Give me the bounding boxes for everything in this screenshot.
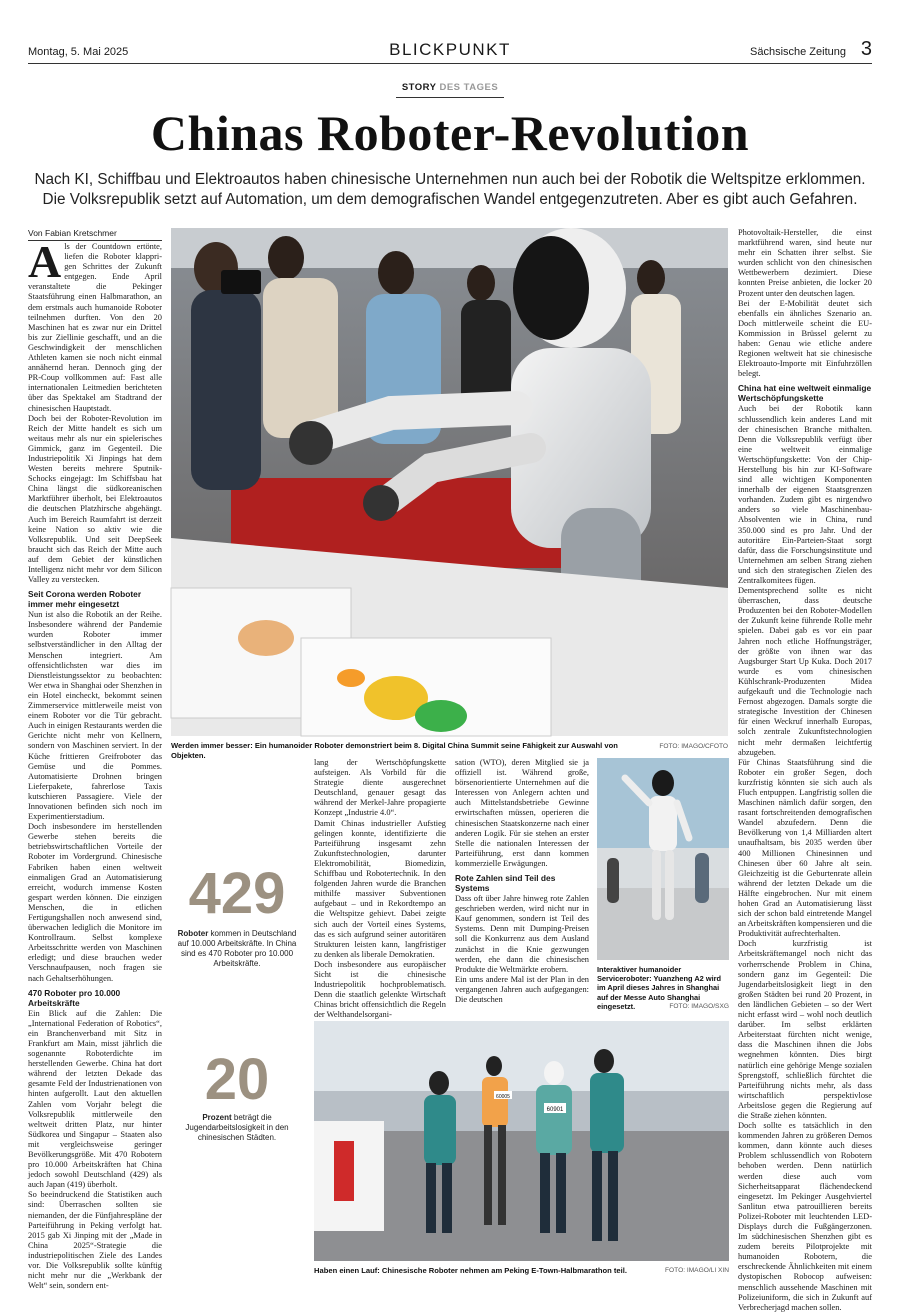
deck: Nach KI, Schiffbau und Elektroautos haben chinesische Unternehmen nun auch bei der Robotik die Weltspitze erklommen. Die Volksrepublik setzt auf Automation, um dem demografischen Wandel entgegenzutreten. Aber es gibt auch Gefahren. [34, 171, 866, 208]
paragraph: Doch sollte es tatsächlich in den kommenden Jahren zu größeren Demos kommen, dann könnte auch dieses Problem schlussendlich von Robotern behoben werden. Denn natürlich werden diese auch vom Sicherheitsapparat flächendeckend eingesetzt. Im Pekinger Ausgehviertel Sanlitun etwa patrouillieren bereits Polizei-Roboter mit leuchtenden LED-Displays durch die Fußgängerzonen. Im südchinesischen Shenzhen gibt es zudem bereits Pilotprojekte mit humanoiden Robotern, die erschreckende Ähnlichkeiten mit einem dystopischen Robocop aufweisen: menschlich aussehende Maschinen mit Polizeiuniform, die sich in Zukunft auf Verbrecherjagd machen sollen. [738, 1121, 872, 1312]
paragraph: Photovoltaik-Hersteller, die einst marktführend waren, sind heute nur mehr ein Schatten ihrer selbst. Sie wurden schlicht von den chinesischen Wettbewerbern dezimiert. Diese konnten Preise anbieten, die locker 20 Prozent unter den deutschen lagen. [738, 228, 872, 298]
fact-number-20: 20 [204, 1047, 270, 1112]
byline: Von Fabian Kretschmer [28, 228, 162, 241]
fact-text-20: Prozent beträgt die Jugendarbeitslosigkeit in den chinesischen Städten. [185, 1113, 289, 1142]
small-photo-credit: FOTO: IMAGO/SXG [669, 1003, 729, 1010]
paragraph: Nun ist also die Robotik an der Reihe. Insbesondere während der Pandemie wurden Roboter immer selbstverständlicher in den Alltag der Menschen integriert. Am offensichtlichsten war dies im Dienstleistungssektor zu beobachten: Wer etwa in Shanghai oder Shenzhen in ein Hotel eincheckt, bekommt seinen Zimmerservice mittlerweile meist von einem Roboter vor die Tür gebracht. Auch in einigen Restaurants werden die Gerichte nicht mehr von Kellnern, sondern von Maschinen serviert. In der Küche frittieren Greifroboter das Gemüse und die Pommes. Automatisierte Drohnen bringen Lieferpakete, fahrerlose Taxis kutschieren Passagiere. Viele der Innovationen befinden sich noch im Experimentierstadium. [28, 610, 162, 822]
subheading: Seit Corona werden Roboter immer mehr eingesetzt [28, 589, 142, 610]
main-photo-caption: Werden immer besser: Ein humanoider Roboter demonstriert beim 8. Digital China Summit seine Fähigkeit zur Auswahl von Objekten. [171, 741, 618, 760]
newspaper-name: Sächsische Zeitung [750, 46, 846, 58]
paragraph: Doch insbesondere aus europäischer Sicht ist die chinesische Industriepolitik hochproblematisch. Denn die staatlich gelenkte Wirtschaft Chinas bricht offensichtlich die Regeln der Welthandelsorgani- [314, 959, 446, 1020]
paragraph: Bei der E-Mobilität deutet sich ebenfalls ein ähnliches Szenario an. Doch mittlerweile scheint die EU-Kommission in Brüssel gelernt zu haben: Genau wie etliche andere Regionen weltweit hat sie chinesische Elektroauto-Importe mit Einfuhrzöllen belegt. [738, 298, 872, 379]
article-column-2 [314, 758, 446, 1020]
paragraph: Doch insbesondere im herstellenden Gewerbe stehen bereits die betriebswirtschaftlichen Vorteile der Roboter im Vordergrund. Chinesische Fabriken haben einen weltweit einmaligen Grad an Automatisierung erreicht, wodurch immense Kosten gespart werden können. Die einzigen Menschen, die in etlichen Fertigungshallen noch anwesend sind, überwachen lediglich die Monitore im Kontrollraum. Selbst komplexe Arbeitsschritte werden von Maschinen erledigt; und diese brauchen weder Verschnaufpausen, noch fragen sie nach Gehaltserhöhungen. [28, 822, 162, 983]
fact-text-429: Roboter kommen in Deutschland auf 10.000 Arbeitskräfte. In China sind es 470 Roboter pro 10.000 Arbeitskräfte. [177, 929, 297, 968]
subheading: Rote Zahlen sind Teil des Systems [455, 873, 556, 894]
fact-number-429: 429 [188, 861, 286, 926]
paragraph: Dass oft über Jahre hinweg rote Zahlen geschrieben werden, wird nicht nur in Kauf genommen, sondern ist Teil des Systems. Denn mit Dumping-Preisen soll die Konkurrenz aus dem Ausland zunächst in die Knie gezwungen werden, ehe dann die chinesischen Produkte die Weltmärkte erobern. [455, 894, 589, 974]
main-photo [171, 228, 728, 736]
paragraph: Damit Chinas industrieller Aufstieg gelingen konnte, identifizierte die Parteiführung insgesamt zehn Zukunftstechnologien, darunter Elektromobilität, Biomedizin, Schiffbau und Robotertechnik. In den folgenden Jahren wurde die Branchen mithilfe massiver Subventionen aufgebaut – und in Rekordtempo an die Weltspitze gehievt. Dabei zeigte sich auch der Vorteil eines Systems, das es sich aufgrund seiner autoritären Strukturen leisten kann, langfristiger zu denken als liberale Demokratien. [314, 818, 446, 959]
header-rule [28, 63, 872, 64]
paragraph: Ein Blick auf die Zahlen: Die „International Federation of Robotics“, ein Branchenverband mit Sitz in Frankfurt am Main, misst jährlich die sogenannte Roboterdichte im herstellenden Gewerbe. China hat dort während der letzten Dekade das gesamte Feld der Industrienationen von hinten aufgerollt. Laut den aktuellen Zahlen vom Vorjahr belegt die Volksrepublik mittlerweile den weltweit dritten Platz, nur hinter Südkorea und Singapur – Staaten also mit vergleichsweise geringer Bevölkerungsgröße. Mit 470 Robotern pro 10.000 Arbeitskräften hat China jedoch sowohl Deutschland (429) als auch Japan (419) überholt. [28, 1008, 162, 1190]
paragraph: sation (WTO), deren Mitglied sie ja offiziell ist. Während große, börsenorientierte Unternehmen auf die Interessen von Anlegern achten und auch Mittelstandsbetriebe Gewinne erwirtschaften müssen, operieren die chinesischen Staatskonzerne nach einer anderen Logik. Für sie stehen an erster Stelle die nationalen Interessen der Parteiführung, erst dann kommen kommerzielle Erwägungen. [455, 758, 589, 868]
bib-number: 60005 [496, 1094, 510, 1100]
small-photo-caption: Interaktiver humanoider Serviceroboter: Yuanzheng A2 wird im April dieses Jahres in Shanghai auf der Messe Auto Shanghai eingesetzt. [597, 965, 722, 1011]
kicker [0, 82, 900, 98]
marathon-robots-image [314, 1021, 729, 1261]
paragraph: Ein ums andere Mal ist der Plan in den vergangenen Jahren auch aufgegangen: Die deutschen [455, 974, 589, 1004]
article-column-3 [455, 758, 589, 1020]
page-number: 3 [860, 38, 872, 60]
subheading: 470 Roboter pro 10.000 Arbeitskräfte [28, 987, 121, 1008]
paragraph: Als der Countdown ertönte, liefen die Roboter klapprigen Schrittes der Zukunft entgegen. Ende April veranstaltete die Pekinger Staatsführung einen Halbmarathon, an dem erstmals auch humanoide Roboter teilnehmen durften. Von den 20 Maschinen hat es zwar nur ein Drittel bis zur Ziellinie geschafft, und an die Geschwindigkeit der menschlichen Athleten kamen sie noch nicht einmal annähernd heran. Dennoch ging der PR-Coup vollkommen auf: Fast alle internationalen Leitmedien berichteten über das Spektakel am Stadtrand der chinesischen Hauptstadt. [28, 236, 162, 413]
paragraph: Auch bei der Robotik kann schlussendlich kein anderes Land mit der chinesischen Branche mithalten. Denn die Volksrepublik verfügt über eine weltweit einmalige Wertschöpfungskette: Von der Chip-Herstellung bis hin zur KI-Software sind alle wichtigen Komponenten innerhalb der eigenen Staatsgrenzen vorhanden. Zudem gibt es nirgendwo anders so viele Maschinenbau-Absolventen wie in China, rund 350.000 sind es pro Jahr. Und der autoritäre Ein-Parteien-Staat sorgt dafür, dass die Forschungsinstitute und Unternehmen am selben Strang ziehen und sich den strategischen Zielen des Zentralkomitees fügen. [738, 404, 872, 585]
issue-date: Montag, 5. Mai 2025 [28, 46, 129, 58]
service-robot-image [597, 758, 729, 960]
bottom-photo-credit: FOTO: IMAGO/LI XIN [665, 1267, 729, 1274]
kicker-bold: STORY [401, 82, 437, 93]
robot-demo-image [171, 228, 728, 736]
paragraph: Dementsprechend sollte es nicht überraschen, dass deutsche Produzenten bei den Roboter-Modellen der Zukunft keine führende Rolle mehr spielen. Dabei gab es vor ein paar Jahren noch etliche Hoffnungsträger, der größte von ihnen war das Augsburger Start Up Kuka. Doch 2017 wurde es vom chinesischen Kühlschrank-Produzenten Midea aufgekauft und die Technologie nach Fernost abgezogen. Damals sorgte die strategische Investition der Chinesen für einen Weckruf innerhalb Europas, solch zentrale Zukunftstechnologien nicht mehr dermaßen leichtfertig abzugeben. [738, 586, 872, 757]
section-title: BLICKPUNKT [389, 40, 511, 59]
dropcap: A [28, 236, 62, 287]
kicker-grey: DES TAGES [439, 82, 499, 93]
bottom-photo [314, 1021, 729, 1261]
small-photo [597, 758, 729, 960]
bib-number: 60901 [546, 1107, 564, 1113]
page-header [28, 40, 872, 64]
paragraph: Doch kurzfristig ist Arbeitskräftemangel noch nicht das vorherrschende Problem in China, sondern ganz im Gegenteil: Die Jugendarbeitslosigkeit liegt in den großen Städten bei rund 20 Prozent, in den ländlichen Gebieten – so der Wert nicht erfasst wird – wohl noch deutlich darüber. Im selbst erklärten Arbeiterstaat fürchten nicht wenige, dass die Maschinen ihnen die Jobs wegnehmen könnten. Dies birgt natürlich eine gehörige Menge sozialen Sprengstoff, schließlich fürchtet die Parteiführung nichts mehr, als dass wirtschaftlich perspektivlose Arbeitslose gegen die Regierung auf die Straße ziehen könnten. [738, 939, 872, 1120]
paragraph: Für Chinas Staatsführung sind die Roboter ein großer Segen, doch kurzfristig könnten sie sich auch als Fluch entpuppen. Langfristig sollen die Maschinen nämlich dafür sorgen, den rasant fortschreitenden demografischen Wandel abzufedern. Denn die Bevölkerung von 1,4 Milliarden altert unaufhaltsam, bis 2035 werden über 400 Millionen Chinesinnen und Chinesen über 60 Jahre alt sein. Gleichzeitig ist die Geburtenrate allein während der letzten Dekade um die Hälfte eingebrochen. Nur mit einem hohen Grad an Automatisierung lässt sich der schon bald eintretende Mangel an Arbeitskräften kompensieren und die Produktivität aufrechterhalten. [738, 757, 872, 939]
main-photo-credit: FOTO: IMAGO/CFOTO [659, 743, 728, 750]
subheading: China hat eine weltweit einmalige Wertschöpfungskette [738, 383, 872, 404]
paragraph: lang der Wertschöpfungskette aufsteigen. Als Vorbild für die Strategie diente ausgerechnet Deutschland, genauer gesagt das während der Merkel-Jahre propagierte Konzept „Industrie 4.0“. [314, 758, 446, 818]
headline: Chinas Roboter-Revolution [150, 105, 750, 161]
article-column-4 [738, 228, 872, 1312]
bottom-photo-caption: Haben einen Lauf: Chinesische Roboter nehmen am Peking E-Town-Halbmarathon teil. [314, 1266, 627, 1275]
paragraph: So beeindruckend die Statistiken auch sind: Überraschen sollten sie niemanden, der die Fünfjahrespläne der Parteiführung in Peking verfolgt hat. 2015 gab Xi Jinping mit der „Made in China 2025“-Strategie die industriepolitischen Ziele des Landes vor. Die Volksrepublik sollte künftig nicht mehr nur die „Werkbank der Welt“ sein, sondern ent- [28, 1190, 162, 1291]
article-column-1 [28, 236, 162, 1291]
paragraph: Doch bei der Roboter-Revolution im Reich der Mitte handelt es sich um weitaus mehr als nur ein spielerisches Gimmick, ganz im Gegenteil. Die Industriepolitik Xi Jinpings hat dem Westen bereits mehrere Sputnik-Schocks eingejagt: Im Schiffsbau hat China längst die südkoreanischen Marktführer überholt, bei Elektroautos die deutschen Platzhirsche abgehängt. Auch im Bereich Raumfahrt ist derzeit keine Nation so aktiv wie die Volksrepublik. Und seit DeepSeek braucht sich das Reich der Mitte auch auf dem Gebiet der künstlichen Intelligenz nicht mehr vor dem Silicon Valley zu verstecken. [28, 413, 162, 585]
